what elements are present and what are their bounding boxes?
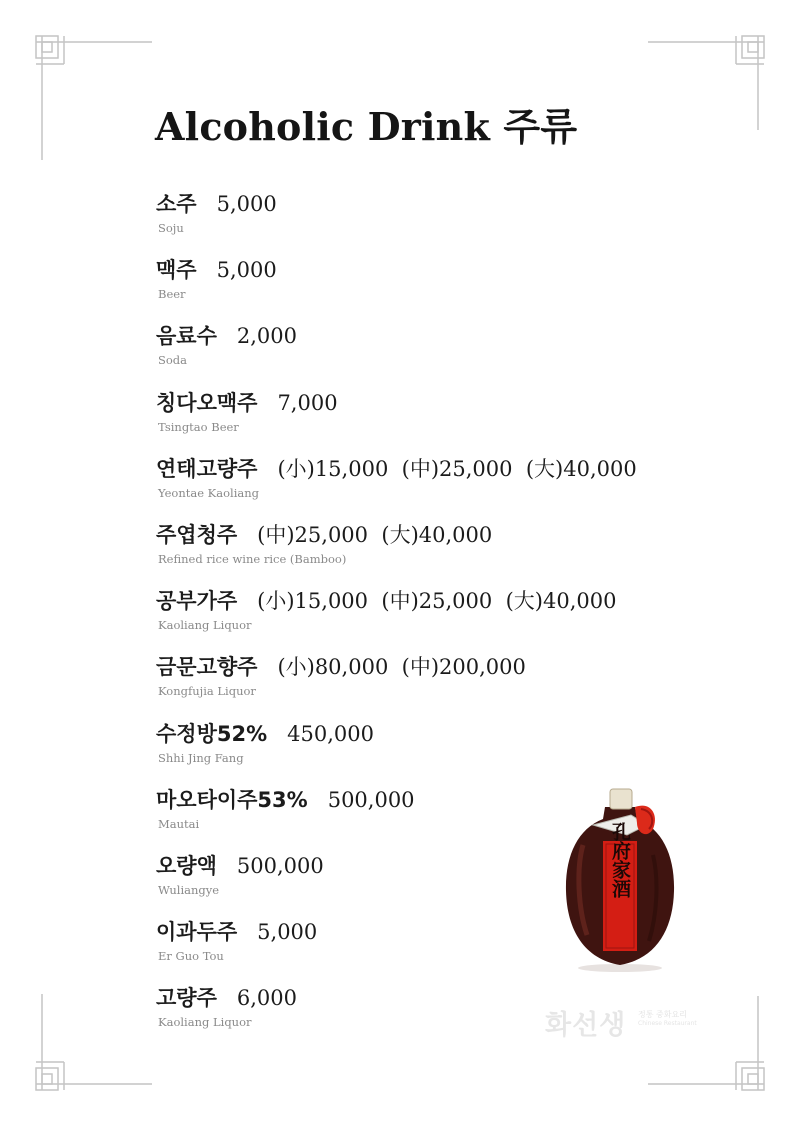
menu-item-english-name: Kaoliang Liquor: [158, 1015, 252, 1030]
menu-item-price: (小)80,000 (中)200,000: [277, 655, 526, 680]
menu-item-name: 주엽청주: [156, 522, 238, 547]
menu-item-price: (小)15,000 (中)25,000 (大)40,000: [257, 589, 617, 614]
restaurant-logo-watermark: [545, 1003, 705, 1039]
menu-item-line: [156, 587, 676, 615]
menu-item-line: [156, 455, 676, 483]
menu-item-price: 500,000: [327, 787, 415, 812]
menu-item-name: 연태고량주: [156, 456, 258, 481]
menu-item-price: 450,000: [287, 721, 374, 746]
menu-item: [156, 587, 676, 653]
menu-item-english-name: Yeontae Kaoliang: [158, 485, 260, 500]
menu-item-line: [156, 521, 676, 549]
bottle-label-text: 孔府家酒: [609, 822, 631, 898]
menu-item-english-name: Beer: [158, 287, 186, 302]
page-title: Alcoholic Drink 주류: [155, 104, 578, 149]
frame-corner-bottom-left: [36, 994, 152, 1090]
menu-item: [156, 389, 676, 455]
menu-item-english-name: Tsingtao Beer: [158, 419, 239, 434]
menu-item-english-name: Soda: [158, 353, 188, 368]
menu-item: [156, 256, 676, 322]
menu-item: [156, 521, 676, 587]
menu-item-line: [156, 190, 676, 218]
menu-item-price: 6,000: [236, 986, 297, 1011]
menu-item-english-name: Kaoliang Liquor: [158, 618, 252, 633]
menu-item-price: 5,000: [257, 920, 318, 945]
menu-item-name: 금문고향주: [156, 655, 258, 680]
menu-item-price: 500,000: [236, 853, 324, 878]
menu-item-name: 고량주: [156, 986, 217, 1011]
menu-item: [156, 455, 676, 521]
menu-item-price: (中)25,000 (大)40,000: [257, 522, 493, 547]
menu-item: [156, 653, 676, 719]
menu-item-name: 공부가주: [156, 589, 238, 614]
menu-item-name: 소주: [156, 192, 197, 216]
menu-item: [156, 322, 676, 388]
menu-item-line: [156, 389, 676, 417]
menu-item-english-name: Soju: [158, 221, 184, 235]
menu-item-english-name: Kongfujia Liquor: [158, 684, 256, 699]
menu-item-english-name: Refined rice wine rice (Bamboo): [158, 551, 347, 566]
menu-item-name: 맥주: [156, 258, 197, 283]
frame-corner-top-right: [648, 36, 764, 130]
menu-item-price: (小)15,000 (中)25,000 (大)40,000: [277, 456, 637, 481]
menu-item-line: [156, 322, 676, 350]
menu-item-price: 5,000: [216, 258, 277, 283]
menu-item-english-name: Mautai: [158, 816, 200, 831]
logo-tagline: 정통 중화요리: [638, 1010, 687, 1019]
menu-item-english-name: Er Guo Tou: [158, 949, 224, 964]
menu-item-english-name: Wuliangye: [158, 882, 220, 897]
menu-item-price: 5,000: [216, 192, 277, 216]
menu-item-name: 수정방52%: [156, 721, 268, 746]
menu-item-name: 칭다오맥주: [156, 390, 258, 415]
menu-item-english-name: Shhi Jing Fang: [158, 750, 244, 765]
liquor-bottle-image: [555, 785, 685, 975]
menu-item: [156, 720, 676, 786]
menu-item-name: 이과두주: [156, 920, 238, 945]
menu-item-line: [156, 653, 676, 681]
menu-item-price: 7,000: [277, 390, 338, 415]
menu-item-price: 2,000: [236, 324, 297, 349]
frame-corner-top-left: [36, 36, 152, 160]
menu-item-name: 마오타이주53%: [156, 787, 308, 812]
menu-item-line: [156, 256, 676, 284]
menu-item: [156, 190, 676, 256]
menu-item-name: 오량액: [156, 853, 217, 878]
logo-name: 화선생: [545, 1010, 627, 1041]
logo-english: Chinese Restaurant: [638, 1020, 697, 1027]
menu-item-name: 음료수: [156, 324, 217, 349]
menu-item-line: [156, 720, 676, 748]
